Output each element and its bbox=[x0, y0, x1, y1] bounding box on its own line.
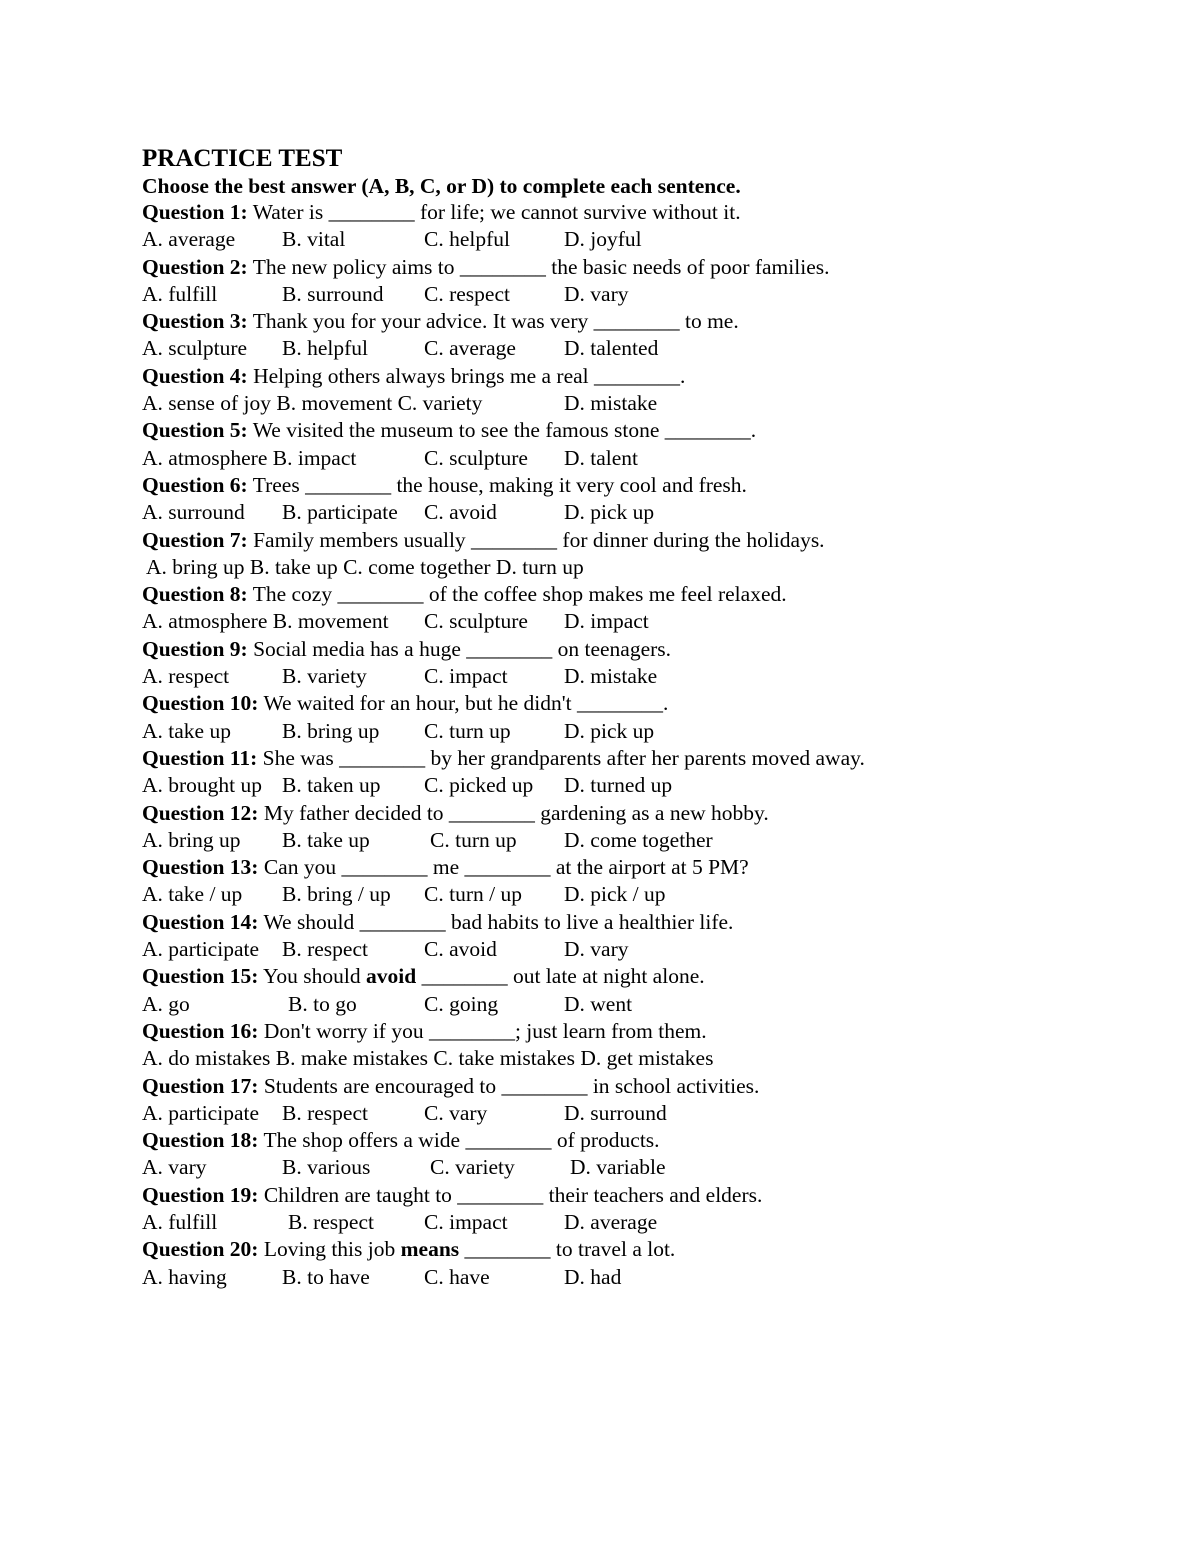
option-b[interactable]: B. vital bbox=[282, 227, 346, 252]
page-title: PRACTICE TEST bbox=[142, 145, 343, 172]
option-c[interactable]: C. variety bbox=[397, 391, 483, 416]
question-label: Question 12: bbox=[142, 800, 259, 825]
option-d[interactable]: D. talented bbox=[564, 336, 659, 361]
option-c[interactable]: C. take mistakes bbox=[433, 1046, 575, 1071]
answer-options bbox=[142, 608, 1122, 635]
question-20 bbox=[142, 1236, 1122, 1263]
option-a[interactable]: A. atmosphere bbox=[142, 445, 268, 470]
option-d[interactable]: D. turn up bbox=[495, 554, 584, 579]
option-a[interactable]: A. sense of joy bbox=[142, 391, 271, 416]
option-a[interactable]: A. fulfill bbox=[142, 281, 218, 306]
question-text: The new policy aims to ________ the basic needs of poor families. bbox=[247, 254, 830, 279]
question-15 bbox=[142, 963, 1122, 990]
option-c[interactable]: C. variety bbox=[430, 1155, 515, 1180]
option-d[interactable]: D. get mistakes bbox=[580, 1046, 714, 1071]
option-c[interactable]: C. respect bbox=[424, 281, 510, 306]
answer-options bbox=[142, 663, 1122, 690]
question-3 bbox=[142, 308, 1122, 335]
option-d[interactable]: D. joyful bbox=[564, 227, 642, 252]
question-label: Question 3: bbox=[142, 309, 248, 334]
question-label: Question 16: bbox=[142, 1018, 259, 1043]
question-9 bbox=[142, 636, 1122, 663]
question-label: Question 10: bbox=[142, 691, 259, 716]
instruction: Choose the best answer (A, B, C, or D) to complete each sentence. bbox=[142, 174, 741, 198]
option-b[interactable]: B. movement bbox=[276, 391, 393, 416]
question-text: Don't worry if you ________; just learn from them. bbox=[258, 1018, 707, 1043]
option-c[interactable]: C. helpful bbox=[424, 227, 510, 252]
option-d[interactable]: D. turned up bbox=[564, 773, 673, 798]
question-label: Question 5: bbox=[142, 418, 248, 443]
option-b[interactable]: B. surround bbox=[282, 281, 384, 306]
option-b[interactable]: B. respect bbox=[282, 937, 368, 962]
question-text: The cozy ________ of the coffee shop makes me feel relaxed. bbox=[247, 582, 787, 607]
question-17 bbox=[142, 1073, 1122, 1100]
option-a[interactable]: A. atmosphere bbox=[142, 609, 268, 634]
option-a[interactable]: A. take up bbox=[142, 718, 231, 743]
question-label: Question 20: bbox=[142, 1237, 259, 1262]
document-page bbox=[142, 144, 1122, 1291]
question-label: Question 6: bbox=[142, 472, 248, 497]
question-12 bbox=[142, 800, 1122, 827]
question-text: My father decided to ________ gardening as a new hobby. bbox=[258, 800, 769, 825]
option-a[interactable]: A. surround bbox=[142, 500, 245, 525]
option-d[interactable]: D. impact bbox=[564, 609, 649, 634]
option-a[interactable]: A. take / up bbox=[142, 882, 243, 907]
answer-options bbox=[142, 772, 1122, 799]
option-c[interactable]: C. impact bbox=[424, 1209, 508, 1234]
answer-options bbox=[142, 991, 1122, 1018]
option-a[interactable]: A. having bbox=[142, 1264, 227, 1289]
question-label: Question 18: bbox=[142, 1128, 259, 1153]
answer-options bbox=[142, 718, 1122, 745]
option-a[interactable]: A. fulfill bbox=[142, 1209, 218, 1234]
question-text: We should ________ bad habits to live a healthier life. bbox=[258, 909, 734, 934]
question-label: Question 4: bbox=[142, 363, 248, 388]
question-text: Trees ________ the house, making it very cool and fresh. bbox=[247, 472, 747, 497]
answer-options bbox=[142, 554, 1122, 581]
option-c[interactable]: C. average bbox=[424, 336, 516, 361]
option-a[interactable]: A. participate bbox=[142, 937, 260, 962]
option-a[interactable]: A. bring up bbox=[146, 554, 245, 579]
option-c[interactable]: C. come together bbox=[343, 554, 491, 579]
question-text: The shop offers a wide ________ of products. bbox=[258, 1128, 660, 1153]
option-c[interactable]: C. avoid bbox=[424, 500, 497, 525]
option-c[interactable]: C. sculpture bbox=[424, 609, 528, 634]
question-label: Question 13: bbox=[142, 855, 259, 880]
option-c[interactable]: C. vary bbox=[424, 1100, 488, 1125]
question-label: Question 8: bbox=[142, 582, 248, 607]
option-d[interactable]: D. mistake bbox=[564, 664, 658, 689]
option-b[interactable]: B. respect bbox=[282, 1100, 368, 1125]
question-1 bbox=[142, 199, 1122, 226]
question-18 bbox=[142, 1127, 1122, 1154]
option-b[interactable]: B. taken up bbox=[282, 773, 381, 798]
option-b[interactable]: B. movement bbox=[272, 609, 389, 634]
question-10 bbox=[142, 690, 1122, 717]
answer-options bbox=[142, 1100, 1122, 1127]
question-19 bbox=[142, 1182, 1122, 1209]
question-text: Water is ________ for life; we cannot survive without it. bbox=[247, 200, 741, 224]
option-d[interactable]: D. pick / up bbox=[564, 882, 666, 907]
option-d[interactable]: D. pick up bbox=[564, 718, 655, 743]
option-b[interactable]: B. respect bbox=[288, 1209, 374, 1234]
option-a[interactable]: A. vary bbox=[142, 1155, 207, 1180]
option-d[interactable]: D. went bbox=[564, 991, 633, 1016]
question-label: Question 1: bbox=[142, 200, 248, 224]
question-6 bbox=[142, 472, 1122, 499]
option-c[interactable]: C. impact bbox=[424, 664, 508, 689]
answer-options bbox=[142, 827, 1122, 854]
option-c[interactable]: C. turn / up bbox=[424, 882, 522, 907]
option-d[interactable]: D. mistake bbox=[564, 391, 658, 416]
option-a[interactable]: A. go bbox=[142, 991, 190, 1016]
option-c[interactable]: C. sculpture bbox=[424, 445, 528, 470]
option-d[interactable]: D. talent bbox=[564, 445, 639, 470]
question-text: We waited for an hour, but he didn't ________. bbox=[258, 691, 669, 716]
answer-options bbox=[142, 226, 1122, 253]
option-a[interactable]: A. respect bbox=[142, 664, 230, 689]
question-text: Family members usually ________ for dinner during the holidays. bbox=[247, 527, 825, 552]
option-c[interactable]: C. avoid bbox=[424, 937, 497, 962]
option-b[interactable]: B. helpful bbox=[282, 336, 368, 361]
question-label: Question 15: bbox=[142, 964, 259, 989]
question-text: ________ to travel a lot. bbox=[459, 1237, 676, 1262]
option-b[interactable]: B. take up bbox=[249, 554, 338, 579]
option-b[interactable]: B. take up bbox=[282, 827, 370, 852]
option-a[interactable]: A. brought up bbox=[142, 773, 263, 798]
question-list bbox=[142, 199, 1122, 1291]
answer-options bbox=[142, 1154, 1122, 1181]
option-d[interactable]: D. come together bbox=[564, 827, 713, 852]
option-d[interactable]: D. variable bbox=[570, 1155, 666, 1180]
question-text: ________ out late at night alone. bbox=[416, 964, 705, 989]
question-label: Question 11: bbox=[142, 745, 258, 770]
answer-options bbox=[142, 445, 1122, 472]
option-d[interactable]: D. pick up bbox=[564, 500, 655, 525]
question-8 bbox=[142, 581, 1122, 608]
question-label: Question 19: bbox=[142, 1182, 259, 1207]
question-4 bbox=[142, 363, 1122, 390]
question-text: Helping others always brings me a real ________. bbox=[247, 363, 686, 388]
question-7 bbox=[142, 527, 1122, 554]
question-label: Question 2: bbox=[142, 254, 248, 279]
question-11 bbox=[142, 745, 1122, 772]
answer-options bbox=[142, 390, 1122, 417]
option-a[interactable]: A. average bbox=[142, 227, 236, 252]
option-b[interactable]: B. to go bbox=[288, 991, 357, 1016]
option-d[interactable]: D. vary bbox=[564, 937, 629, 962]
option-d[interactable]: D. had bbox=[564, 1264, 622, 1289]
option-b[interactable]: B. bring up bbox=[282, 718, 380, 743]
question-text: Social media has a huge ________ on teenagers. bbox=[247, 636, 672, 661]
option-b[interactable]: B. impact bbox=[272, 445, 357, 470]
answer-options bbox=[142, 1264, 1122, 1291]
question-2 bbox=[142, 254, 1122, 281]
question-text: Thank you for your advice. It was very ________ to me. bbox=[247, 309, 739, 334]
question-keyword: avoid bbox=[366, 964, 417, 989]
option-c[interactable]: C. turn up bbox=[424, 718, 511, 743]
answer-options bbox=[142, 499, 1122, 526]
option-a[interactable]: A. participate bbox=[142, 1100, 260, 1125]
question-5 bbox=[142, 417, 1122, 444]
question-14 bbox=[142, 909, 1122, 936]
question-text: Can you ________ me ________ at the airport at 5 PM? bbox=[258, 855, 749, 880]
answer-options bbox=[142, 881, 1122, 908]
question-label: Question 7: bbox=[142, 527, 248, 552]
option-a[interactable]: A. do mistakes bbox=[142, 1046, 271, 1071]
question-text: Loving this job bbox=[258, 1237, 401, 1262]
question-label: Question 14: bbox=[142, 909, 259, 934]
option-a[interactable]: A. bring up bbox=[142, 827, 241, 852]
option-d[interactable]: D. surround bbox=[564, 1100, 667, 1125]
question-label: Question 9: bbox=[142, 636, 248, 661]
answer-options bbox=[142, 1209, 1122, 1236]
question-text: You should bbox=[258, 964, 367, 989]
option-b[interactable]: B. make mistakes bbox=[275, 1046, 429, 1071]
question-text: She was ________ by her grandparents after her parents moved away. bbox=[257, 745, 865, 770]
question-label: Question 17: bbox=[142, 1073, 259, 1098]
answer-options bbox=[142, 1045, 1122, 1072]
option-c[interactable]: C. turn up bbox=[430, 827, 517, 852]
question-text: Children are taught to ________ their teachers and elders. bbox=[258, 1182, 763, 1207]
option-c[interactable]: C. going bbox=[424, 991, 499, 1016]
option-c[interactable]: C. have bbox=[424, 1264, 490, 1289]
question-16 bbox=[142, 1018, 1122, 1045]
option-b[interactable]: B. participate bbox=[282, 500, 398, 525]
option-b[interactable]: B. to have bbox=[282, 1264, 370, 1289]
question-text: We visited the museum to see the famous stone ________. bbox=[247, 418, 757, 443]
option-b[interactable]: B. various bbox=[282, 1155, 371, 1180]
question-13 bbox=[142, 854, 1122, 881]
option-d[interactable]: D. average bbox=[564, 1209, 658, 1234]
answer-options bbox=[142, 281, 1122, 308]
question-keyword: means bbox=[400, 1237, 460, 1262]
option-b[interactable]: B. bring / up bbox=[282, 882, 391, 907]
option-a[interactable]: A. sculpture bbox=[142, 336, 248, 361]
answer-options bbox=[142, 335, 1122, 362]
answer-options bbox=[142, 936, 1122, 963]
option-c[interactable]: C. picked up bbox=[424, 773, 534, 798]
option-b[interactable]: B. variety bbox=[282, 664, 367, 689]
question-text: Students are encouraged to ________ in school activities. bbox=[258, 1073, 760, 1098]
option-d[interactable]: D. vary bbox=[564, 281, 629, 306]
